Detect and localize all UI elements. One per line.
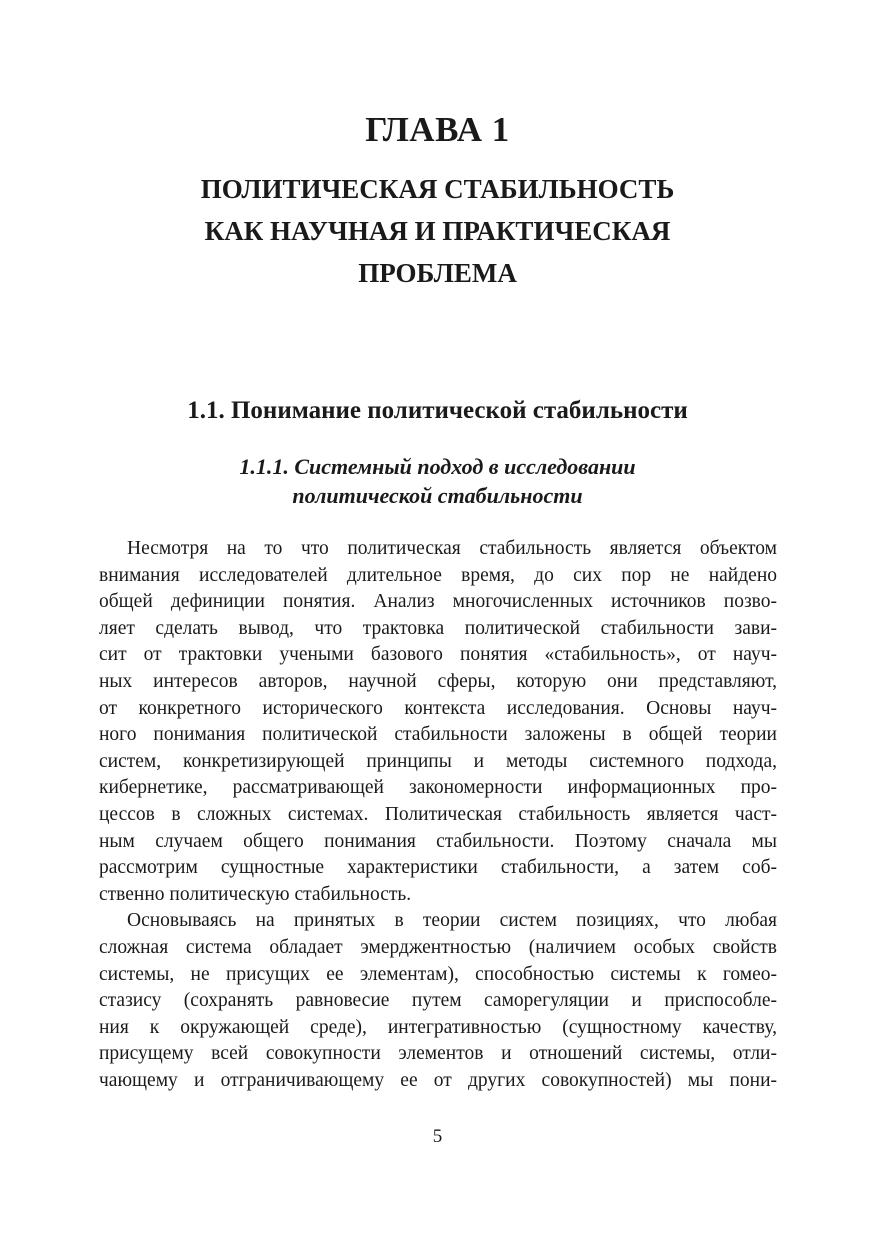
text-line: ственно политическую стабильность.: [99, 883, 412, 905]
text-line: ного понимания политической стабильности заложены в общей теории: [99, 724, 777, 746]
text-line: ляет сделать вывод, что трактовка политической стабильности зави-: [99, 617, 777, 639]
subsection-title-line: 1.1.1. Системный подход в исследовании: [239, 454, 636, 479]
text-line: сит от трактовки учеными базового понятия «стабильность», от науч-: [99, 644, 777, 666]
text-line: цессов в сложных системах. Политическая стабильность является част-: [99, 803, 777, 825]
section-title: 1.1. Понимание политической стабильности: [187, 397, 688, 424]
text-line: присущему всей совокупности элементов и отношений системы, отли-: [99, 1043, 777, 1065]
text-line: общей дефиниции понятия. Анализ многочисленных источников позво-: [99, 591, 777, 613]
subsection-title-line: политической стабильности: [292, 483, 583, 508]
text-line: систем, конкретизирующей принципы и методы системного подхода,: [99, 750, 777, 772]
text-line: от конкретного исторического контекста исследования. Основы науч-: [99, 697, 777, 719]
chapter-title-line: КАК НАУЧНАЯ И ПРАКТИЧЕСКАЯ: [204, 216, 671, 246]
text-line: рассмотрим сущностные характеристики стабильности, а затем соб-: [99, 857, 777, 879]
text-line: стазису (сохранять равновесие путем саморегуляции и приспособле-: [99, 990, 777, 1012]
chapter-title: [0, 168, 875, 294]
text-line: ных интересов авторов, научной сферы, которую они представляют,: [99, 670, 777, 692]
chapter-label: ГЛАВА 1: [365, 110, 510, 149]
text-line: внимания исследователей длительное время, до сих пор не найдено: [99, 564, 777, 586]
chapter-title-line: ПОЛИТИЧЕСКАЯ СТАБИЛЬНОСТЬ: [200, 174, 675, 204]
text-line: ным случаем общего понимания стабильности. Поэтому сначала мы: [99, 830, 777, 852]
page-number: 5: [432, 1126, 443, 1147]
subsection-title: [0, 452, 875, 510]
text-line: Основываясь на принятых в теории систем позициях, что любая: [127, 910, 777, 932]
text-line: Несмотря на то что политическая стабильность является объектом: [127, 538, 777, 559]
text-line: системы, не присущих ее элементам), способностью системы к гомео-: [99, 963, 777, 985]
text-line: кибернетике, рассматривающей закономерности информационных про-: [99, 777, 777, 799]
body-text: [99, 536, 777, 1094]
text-line: ния к окружающей среде), интегративностью (сущностному качеству,: [99, 1016, 777, 1038]
text-line: чающему и отграничивающему ее от других совокупностей) мы пони-: [99, 1069, 777, 1091]
text-line: сложная система обладает эмерджентностью (наличием особых свойств: [99, 936, 777, 958]
chapter-title-line: ПРОБЛЕМА: [358, 258, 517, 288]
